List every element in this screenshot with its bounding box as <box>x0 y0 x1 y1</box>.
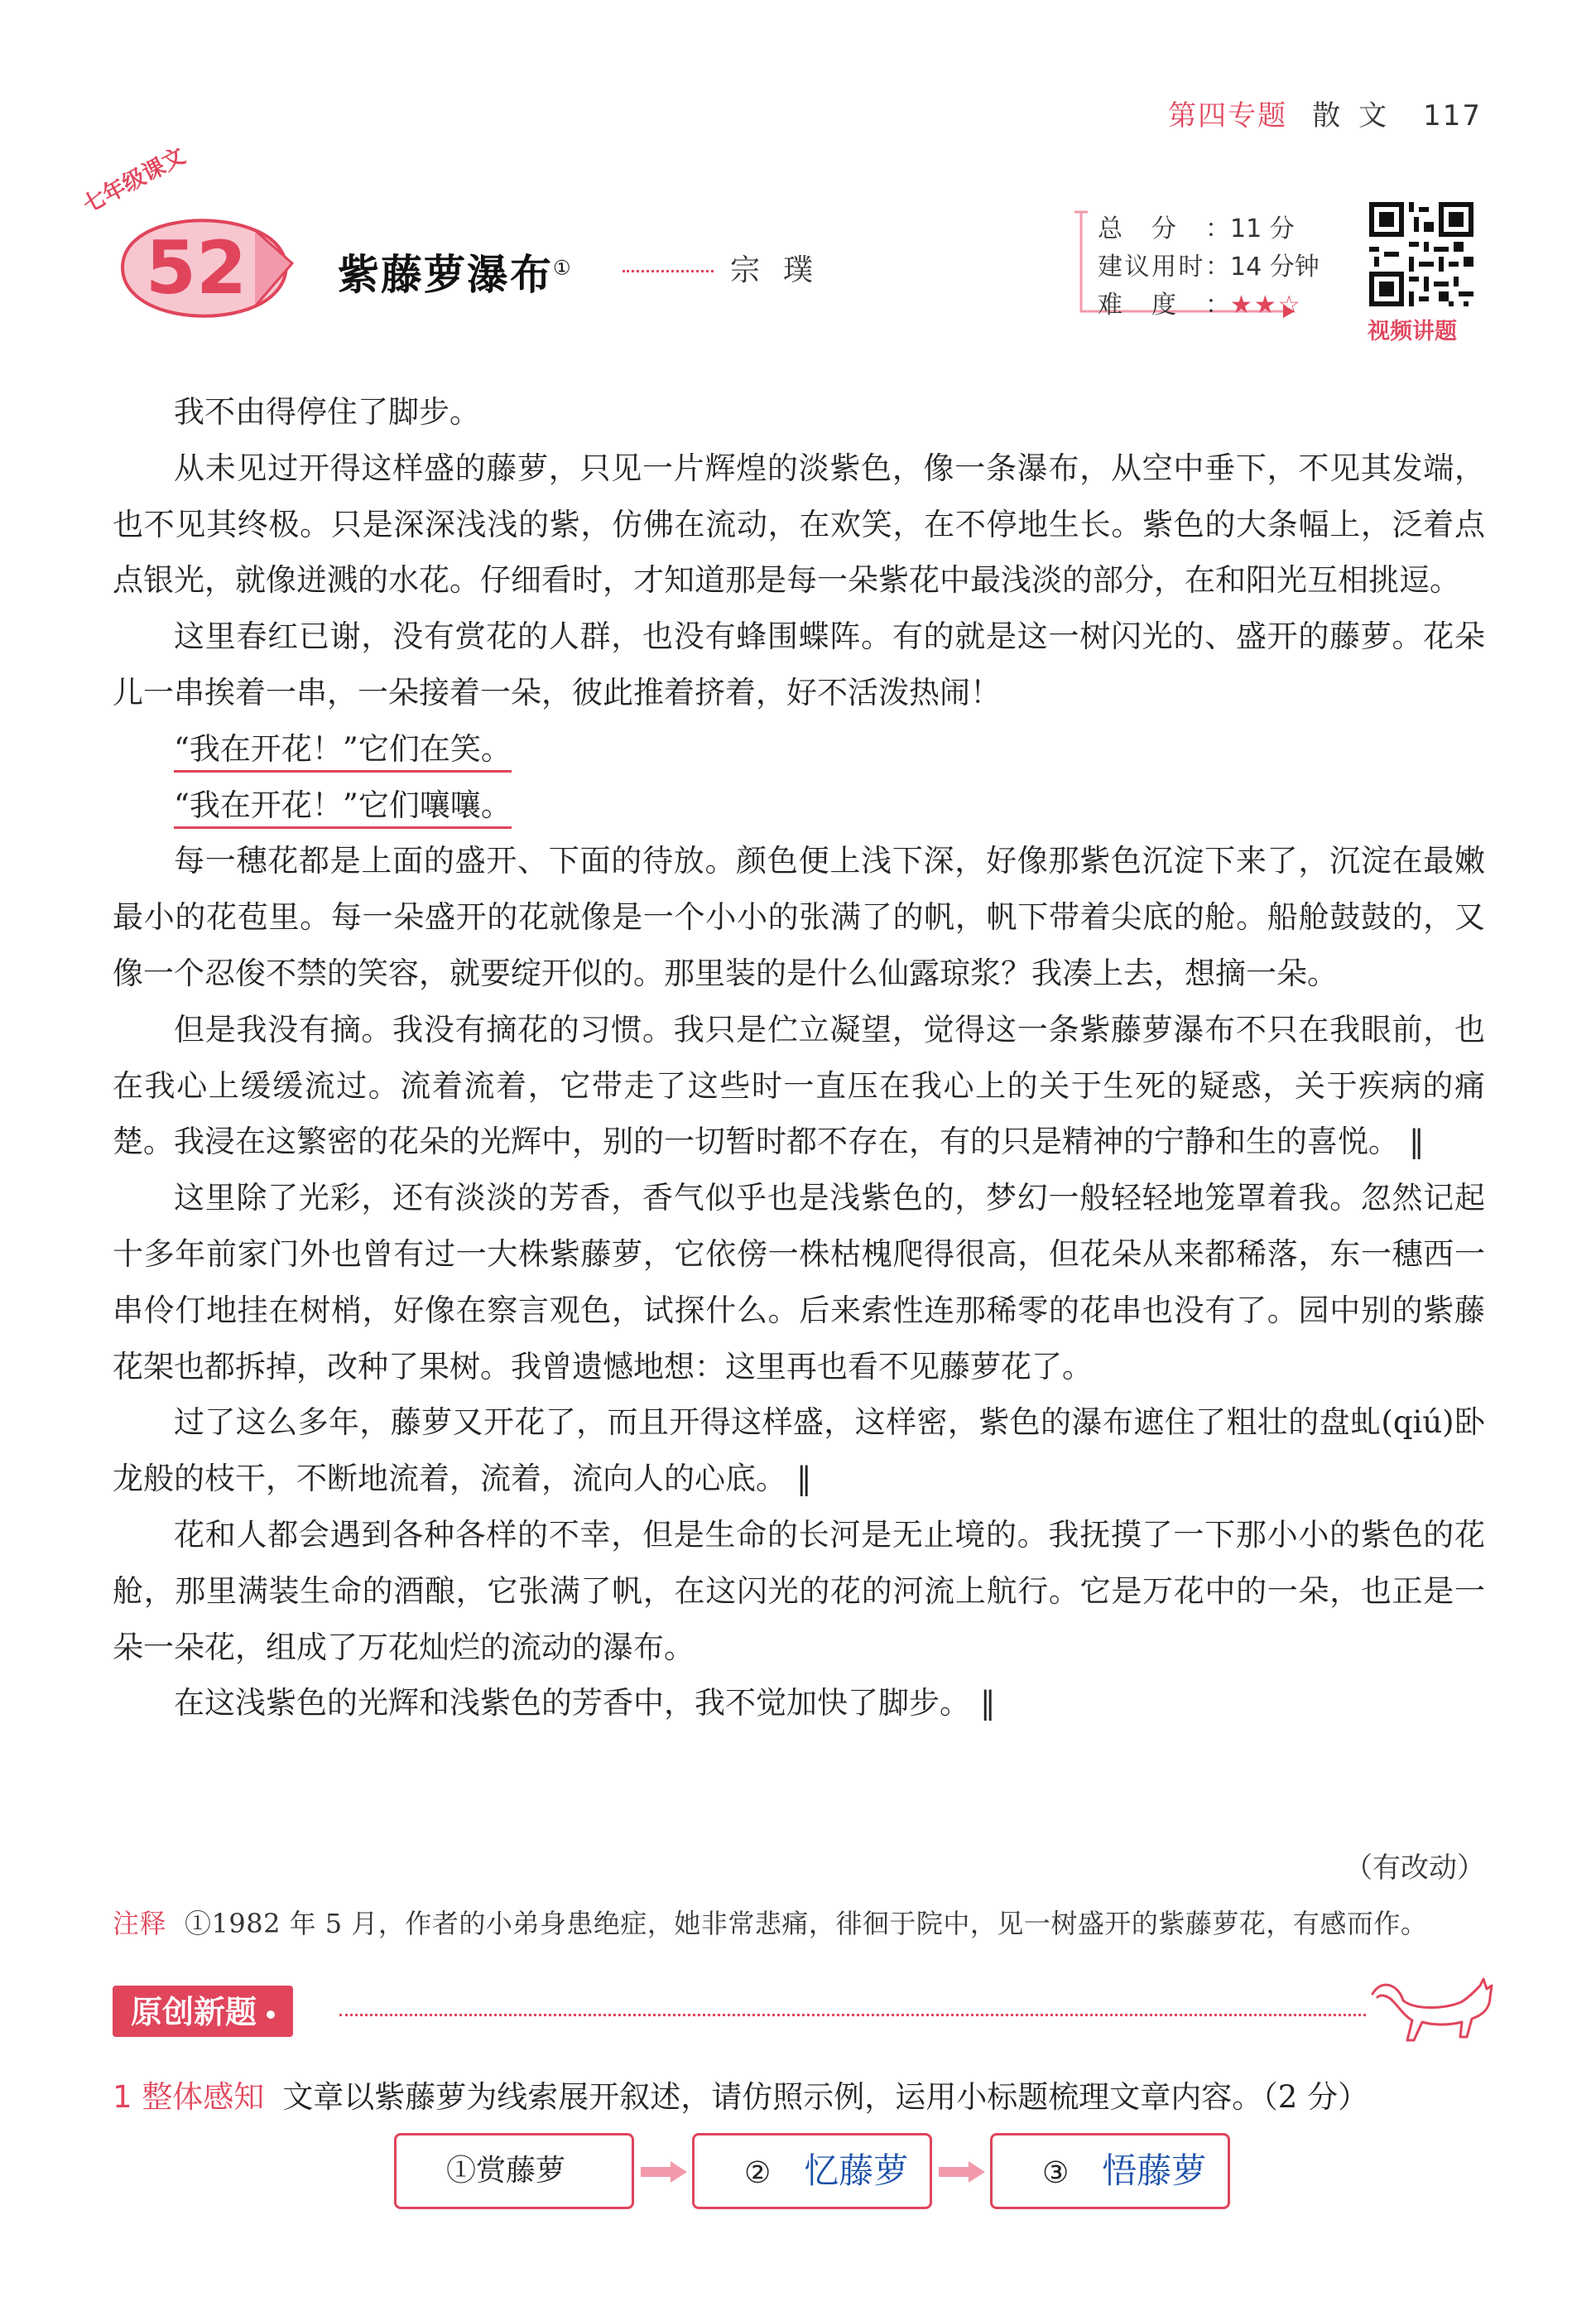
handwritten-answer: 悟藤萝 <box>1102 2150 1207 2191</box>
banner-dotted-line <box>339 2014 1366 2016</box>
info-total: 总分：11 分 <box>1098 214 1295 243</box>
question-text: 文章以紫藤萝为线索展开叙述，请仿照示例，运用小标题梳理文章内容。（2 分） <box>282 2079 1369 2115</box>
info-box <box>1098 210 1320 325</box>
footnote <box>113 1903 1495 1941</box>
title-note-ref: ① <box>553 256 573 280</box>
paragraph: 过了这么多年，藤萝又开花了，而且开得这样盛，这样密，紫色的瀑布遮住了粗壮的盘虬(qiú)卧龙般的枝干，不断地流着，流着，流向人的心底。 ‖ <box>113 1404 1485 1497</box>
video-lecture-label[interactable]: 视频讲题 <box>1368 319 1457 344</box>
page-number: 117 <box>1423 99 1482 132</box>
running-header <box>1168 93 1482 133</box>
info-time: 建议用时：14 分钟 <box>1098 253 1320 282</box>
difficulty-stars: ★★☆ <box>1230 291 1302 320</box>
section-end-mark: ‖ <box>980 1685 996 1721</box>
question-number: 1 整体感知 <box>113 2079 265 2115</box>
paragraph: 花和人都会遇到各种各样的不幸，但是生命的长河是无止境的。我抚摸了一下那小小的紫色的花舱，那里满装生命的酒酿，它张满了帆，在这闪光的花的河流上航行。它是万花中的一朵，也正是一朵一朵花，组成了万花灿烂的流动的瀑布。 <box>113 1516 1485 1665</box>
lesson-title <box>338 242 573 301</box>
info-difficulty: 难度：★★☆ <box>1098 291 1302 320</box>
revision-note: （有改动） <box>1344 1851 1485 1885</box>
cat-icon <box>1366 1961 1498 2052</box>
paragraph: 我不由得停住了脚步。 <box>174 394 480 430</box>
paragraph-underlined: “我在开花！”它们在笑。 <box>113 721 1485 778</box>
question-1 <box>113 2072 1368 2116</box>
handwritten-answer: 忆藤萝 <box>804 2150 909 2191</box>
paragraph: 每一穗花都是上面的盛开、下面的待放。颜色便上浅下深，好像那紫色沉淀下来了，沉淀在最嫩最小的花苞里。每一朵盛开的花就像是一个小小的张满了的帆，帆下带着尖底的舱。船舱鼓鼓的，又像一个忍俊不禁的笑容，就要绽开似的。那里装的是什么仙露琼浆？我凑上去，想摘一朵。 <box>113 843 1485 991</box>
qr-code-icon[interactable] <box>1364 197 1478 311</box>
lesson-number: 52 <box>145 225 248 311</box>
footnote-label: 注释 <box>113 1908 167 1939</box>
author: 宗璞 <box>730 253 837 287</box>
section-end-mark: ‖ <box>1409 1124 1425 1160</box>
flow-box-1: ①赏藤萝 <box>394 2133 634 2209</box>
paragraph-underlined: “我在开花！”它们嚷嚷。 <box>113 778 1485 834</box>
section-end-mark: ‖ <box>796 1461 812 1497</box>
paragraph: 这里除了光彩，还有淡淡的芳香，香气似乎也是浅紫色的，梦幻一般轻轻地笼罩着我。忽然记起十多年前家门外也曾有过一大株紫藤萝，它依傍一株枯槐爬得很高，但花朵从来都稀落，东一穗西一串伶仃地挂在树梢，好像在察言观色，试探什么。后来索性连那稀零的花串也没有了。园中别的紫藤花架也都拆掉，改种了果树。我曾遗憾地想：这里再也看不见藤萝花了。 <box>113 1180 1485 1384</box>
arrow-right-icon <box>639 2160 689 2184</box>
section-banner: 原创新题 <box>113 1986 293 2037</box>
paragraph: 但是我没有摘。我没有摘花的习惯。我只是伫立凝望，觉得这一条紫藤萝瀑布不只在我眼前，也在我心上缓缓流过。流着流着，它带走了这些时一直压在我心上的关于生死的疑惑，关于疾病的痛楚。我浸在这繁密的花朵的光辉中，别的一切暂时都不存在，有的只是精神的宁静和生的喜悦。 ‖ <box>113 1011 1485 1160</box>
flow-box-2[interactable]: ② 忆藤萝 <box>692 2133 932 2209</box>
paragraph: 从未见过开得这样盛的藤萝，只见一片辉煌的淡紫色，像一条瀑布，从空中垂下，不见其发端，也不见其终极。只是深深浅浅的紫，仿佛在流动，在欢笑，在不停地生长。紫色的大条幅上，泛着点点银光，就像迸溅的水花。仔细看时，才知道那是每一朵紫花中最浅淡的部分，在和阳光互相挑逗。 <box>113 450 1485 599</box>
grade-tag: 七年级课文 <box>79 142 190 219</box>
flow-box-3[interactable]: ③ 悟藤萝 <box>990 2133 1230 2209</box>
category-label: 散文 <box>1312 99 1406 132</box>
article-body <box>113 384 1485 1731</box>
title-dotted-rule <box>623 270 714 272</box>
section-label: 第四专题 <box>1168 99 1288 132</box>
footnote-text: ①1982 年 5 月，作者的小弟身患绝症，她非常悲痛，徘徊于院中，见一树盛开的紫藤萝花，有感而作。 <box>185 1908 1428 1939</box>
paragraph: 在这浅紫色的光辉和浅紫色的芳香中，我不觉加快了脚步。 ‖ <box>174 1685 996 1721</box>
arrow-right-icon <box>937 2160 987 2184</box>
lesson-title-text: 紫藤萝瀑布 <box>338 250 553 299</box>
paragraph: 这里春红已谢，没有赏花的人群，也没有蜂围蝶阵。有的就是这一树闪光的、盛开的藤萝。花朵儿一串挨着一串，一朵接着一朵，彼此推着挤着，好不活泼热闹！ <box>113 619 1485 710</box>
